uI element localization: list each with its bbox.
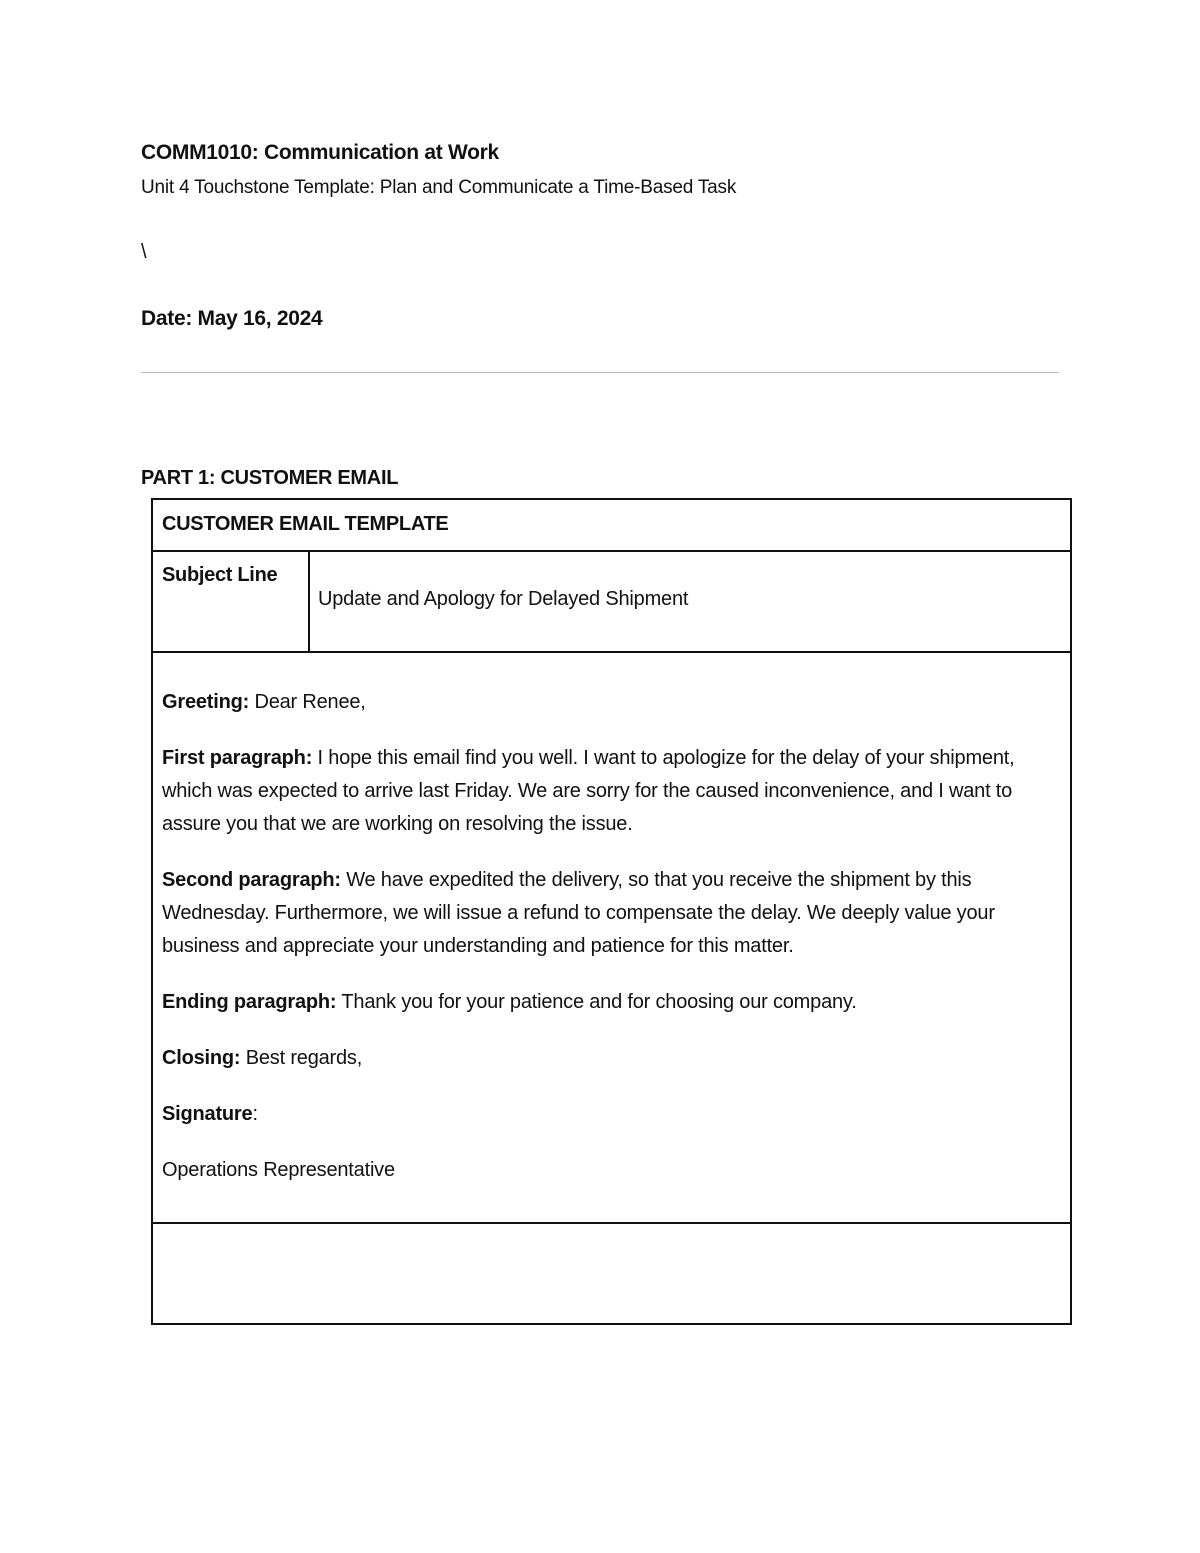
course-title: COMM1010: Communication at Work [141, 141, 499, 164]
second-paragraph-label: Second paragraph: [162, 869, 341, 891]
subject-line-value: Update and Apology for Delayed Shipment [318, 588, 689, 610]
row-divider [153, 651, 1070, 653]
table-title: CUSTOMER EMAIL TEMPLATE [162, 513, 449, 535]
greeting-label: Greeting: [162, 691, 250, 713]
first-paragraph-text: I hope this email find you well. I want to apologize for the delay of your shipment, which was expected to arrive last Friday. We are sorry for the caused inconvenience, and I want to assure you that we are working on resolving the issue. [162, 747, 1015, 835]
date-line: Date: May 16, 2024 [141, 307, 323, 330]
closing-label: Closing: [162, 1047, 241, 1069]
signature-label: Signature [162, 1103, 253, 1125]
part-1-heading: PART 1: CUSTOMER EMAIL [141, 467, 399, 489]
ending-paragraph-label: Ending paragraph: [162, 991, 337, 1013]
empty-table-row [153, 1224, 1070, 1322]
ending-paragraph [162, 986, 1057, 1019]
subject-line-label: Subject Line [162, 564, 278, 586]
signature-name: Operations Representative [162, 1159, 395, 1181]
closing-paragraph [162, 1042, 1057, 1075]
second-paragraph-text: We have expedited the delivery, so that you receive the shipment by this Wednesday. Furthermore, we will issue a refund to compensate the delay. We deeply value your business and appreciate your understanding and patience for this matter. [162, 869, 995, 957]
first-paragraph [162, 742, 1057, 841]
greeting-paragraph [162, 686, 1057, 719]
signature-paragraph [162, 1098, 1057, 1131]
ending-paragraph-text: Thank you for your patience and for choosing our company. [336, 991, 857, 1013]
email-body [162, 686, 1057, 1210]
signature-colon: : [252, 1103, 258, 1125]
column-divider [308, 551, 310, 652]
customer-email-table [151, 498, 1072, 1325]
second-paragraph [162, 864, 1057, 963]
first-paragraph-label: First paragraph: [162, 747, 313, 769]
horizontal-divider [141, 372, 1059, 373]
closing-text: Best regards, [240, 1047, 363, 1069]
row-divider [153, 550, 1070, 552]
greeting-text: Dear Renee, [249, 691, 366, 713]
unit-subtitle: Unit 4 Touchstone Template: Plan and Communicate a Time-Based Task [141, 177, 737, 198]
stray-character: \ [141, 241, 147, 263]
